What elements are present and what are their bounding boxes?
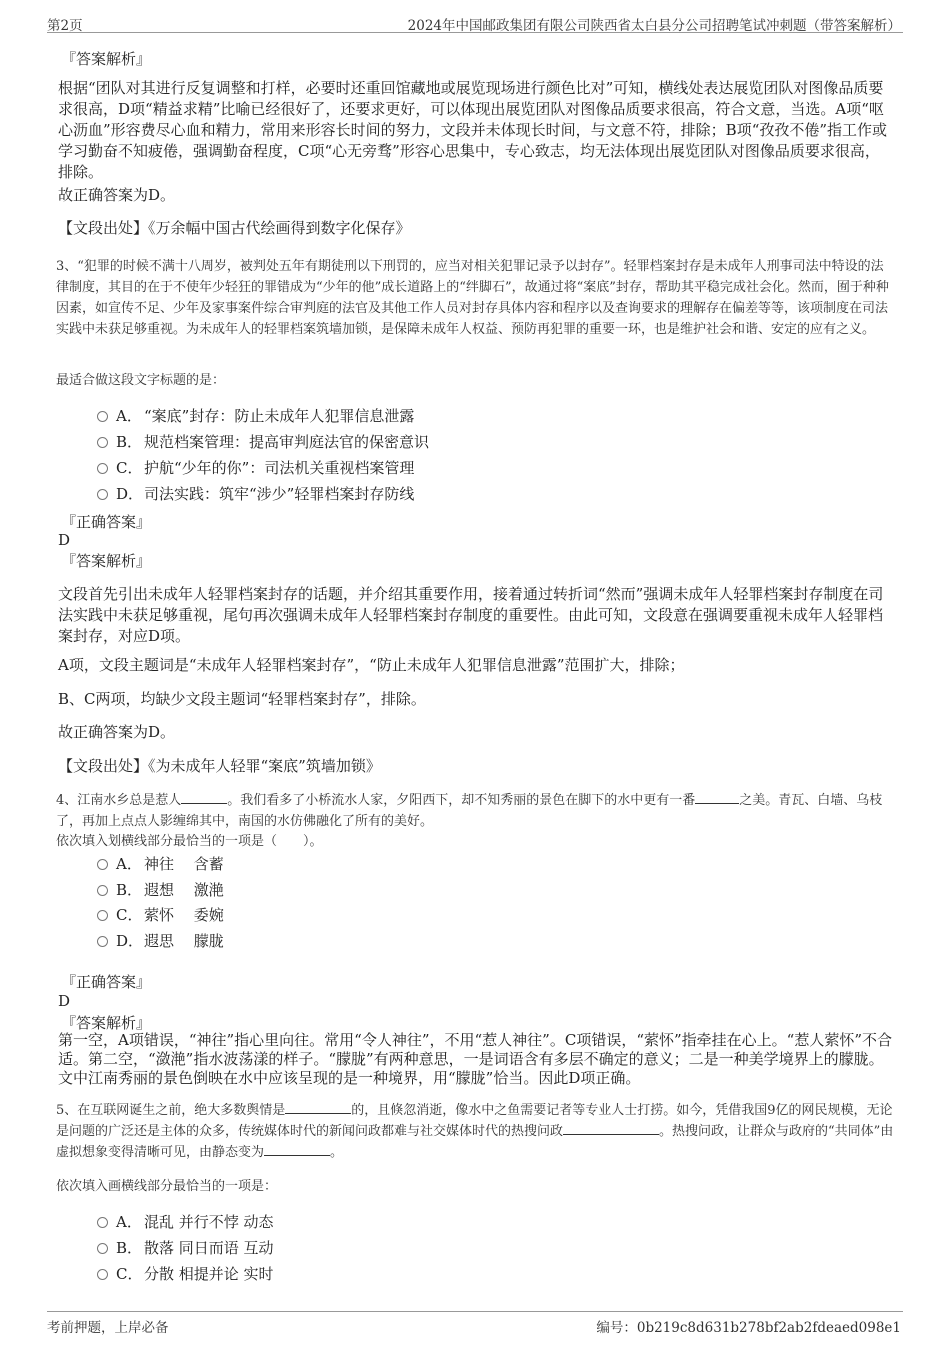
radio-icon[interactable] bbox=[97, 411, 108, 422]
q3-answer: D bbox=[58, 531, 71, 549]
q3-option-d[interactable]: D．司法实践：筑牢“涉少”轻罪档案封存防线 bbox=[97, 482, 414, 506]
q5-stem: 5、在互联网诞生之前，绝大多数舆情是 的，且倏忽消逝，像水中之鱼需要记者等专业人士打捞。如今，凭借我国9亿的网民规模，无论是问题的广泛还是主体的众多，传统媒体时代的新闻问政都难与社交媒体时代的热搜问政 。热搜问政，让群众与政府的“共同体”由虚拟想象变得清晰可见，由静态变为 。 bbox=[56, 1103, 894, 1160]
q4-option-d[interactable]: D．遐思 朦胧 bbox=[97, 929, 224, 953]
radio-icon[interactable] bbox=[97, 489, 108, 500]
q3-answer-label: 『正确答案』 bbox=[61, 513, 152, 531]
q2-source: 【文段出处】《万余幅中国古代绘画得到数字化保存》 bbox=[58, 219, 411, 237]
q3-option-a[interactable]: A． “案底”封存：防止未成年人犯罪信息泄露 bbox=[97, 404, 414, 428]
q4-stem: 4、江南水乡总是惹人 。我们看多了小桥流水人家，夕阳西下，却不知秀丽的景色在脚下的水中更有一番 之美。青瓦、白墙、乌枝了，再加上点点人影缠绵其中，南国的水仿佛融化了所有的美好。 bbox=[56, 793, 883, 829]
q4-blank-1 bbox=[181, 803, 227, 804]
q5-option-a[interactable]: A． 混乱 并行不悖 动态 bbox=[97, 1210, 274, 1234]
q4-answer: D bbox=[58, 992, 71, 1010]
q3-conclusion: 故正确答案为D。 bbox=[58, 723, 176, 741]
q4-blank-2 bbox=[695, 803, 739, 804]
q2-analysis-label: 『答案解析』 bbox=[61, 50, 152, 68]
radio-icon[interactable] bbox=[97, 1243, 108, 1254]
q3-option-c[interactable]: C． 护航“少年的你”：司法机关重视档案管理 bbox=[97, 456, 414, 480]
q4-option-a[interactable]: A． 神往 含蓄 bbox=[97, 852, 224, 876]
q3-analysis-text: 文段首先引出未成年人轻罪档案封存的话题，并介绍其重要作用，接着通过转折词“然而”强调未成年人轻罪档案封存制度在司法实践中未获足够重视，尾句再次强调未成年人轻罪档案封存制度的重要性。由此可知，文段意在强调要重视未成年人轻罪档案封存，对应D项。 bbox=[58, 585, 884, 645]
radio-icon[interactable] bbox=[97, 885, 108, 896]
radio-icon[interactable] bbox=[97, 859, 108, 870]
q3-analysis-a: A项，文段主题词是“未成年人轻罪档案封存”，“防止未成年人犯罪信息泄露”范围扩大，排除； bbox=[58, 656, 685, 674]
q5-ask: 依次填入画横线部分最恰当的一项是： bbox=[56, 1179, 278, 1194]
q4-ask: 依次填入划横线部分最恰当的一项是（ ）。 bbox=[56, 834, 323, 849]
q5-option-b[interactable]: B． 散落 同日而语 互动 bbox=[97, 1236, 274, 1260]
q3-source: 【文段出处】《为未成年人轻罪“案底”筑墙加锁》 bbox=[58, 757, 381, 775]
q4-option-c[interactable]: C． 萦怀 委婉 bbox=[97, 903, 224, 927]
q4-analysis-label: 『答案解析』 bbox=[61, 1014, 152, 1032]
footer-slogan: 考前押题，上岸必备 bbox=[47, 1320, 169, 1336]
q5-blank-1 bbox=[285, 1113, 351, 1114]
page-number: 第2页 bbox=[47, 18, 83, 34]
q4-option-b[interactable]: B． 遐想 激滟 bbox=[97, 878, 224, 902]
radio-icon[interactable] bbox=[97, 463, 108, 474]
footer-serial: 编号：0b219c8d631b278bf2ab2fdeaed098e1 bbox=[596, 1320, 901, 1336]
q2-analysis-text: 根据“团队对其进行反复调整和打样，必要时还重回馆藏地或展览现场进行颜色比对”可知，横线处表达展览团队对图像品质要求很高，D项“精益求精”比喻已经很好了，还要求更好，可以体现出展览团队对图像品质要求很高，符合文意，当选。A项“呕心沥血”形容费尽心血和精力，常用来形容长时间的努力，文段并未体现长时间，与文意不符，排除；B项“孜孜不倦”指工作或学习勤奋不知疲倦，强调勤奋程度，C项“心无旁骛”形容心思集中，专心致志，均无法体现出展览团队对图像品质要求很高，排除。 bbox=[58, 79, 888, 181]
q3-ask: 最适合做这段文字标题的是： bbox=[56, 373, 226, 388]
q3-option-b[interactable]: B． 规范档案管理：提高审判庭法官的保密意识 bbox=[97, 430, 429, 454]
page-footer bbox=[47, 1311, 903, 1334]
document-title: 2024年中国邮政集团有限公司陕西省太白县分公司招聘笔试冲刺题（带答案解析） bbox=[407, 18, 901, 34]
radio-icon[interactable] bbox=[97, 1269, 108, 1280]
q5-blank-2 bbox=[563, 1134, 659, 1135]
radio-icon[interactable] bbox=[97, 1217, 108, 1228]
page-header bbox=[47, 12, 903, 33]
q5-blank-3 bbox=[264, 1155, 330, 1156]
q3-analysis-bc: B、C两项，均缺少文段主题词“轻罪档案封存”，排除。 bbox=[58, 690, 426, 708]
radio-icon[interactable] bbox=[97, 437, 108, 448]
q2-conclusion: 故正确答案为D。 bbox=[58, 186, 176, 204]
q3-stem: 3、“犯罪的时候不满十八周岁，被判处五年有期徒刑以下刑罚的，应当对相关犯罪记录予以封存”。轻罪档案封存是未成年人刑事司法中特设的法律制度，其目的在于不使年少轻狂的罪错成为“少年的他”成长道路上的“绊脚石”，故通过将“案底”封存，帮助其平稳完成社会化。然而，囿于种种因素，如宣传不足、少年及家事案件综合审判庭的法官及其他工作人员对封存具体内容和程序以及查询要求的理解存在偏差等等，该项制度在司法实践中未获足够重视。为未成年人的轻罪档案筑墙加锁，是保障未成年人权益、预防再犯罪的重要一环，也是维护社会和谐、安定的应有之义。 bbox=[56, 259, 889, 337]
q3-analysis-label: 『答案解析』 bbox=[61, 552, 152, 570]
radio-icon[interactable] bbox=[97, 910, 108, 921]
q5-option-c[interactable]: C． 分散 相提并论 实时 bbox=[97, 1262, 274, 1286]
radio-icon[interactable] bbox=[97, 936, 108, 947]
q4-answer-label: 『正确答案』 bbox=[61, 973, 152, 991]
q4-analysis-text: 第一空，A项错误，“神往”指心里向往。常用“令人神往”，不用“惹人神往”。C项错误，“萦怀”指牵挂在心上。“惹人萦怀”不合适。第二空，“潋滟”指水波荡漾的样子。“朦胧”有两种意思，一是词语含有多层不确定的意义；二是一种美学境界上的朦胧。文中江南秀丽的景色倒映在水中应该呈现的是一种境界，用“朦胧”恰当。因此D项正确。 bbox=[58, 1031, 892, 1087]
